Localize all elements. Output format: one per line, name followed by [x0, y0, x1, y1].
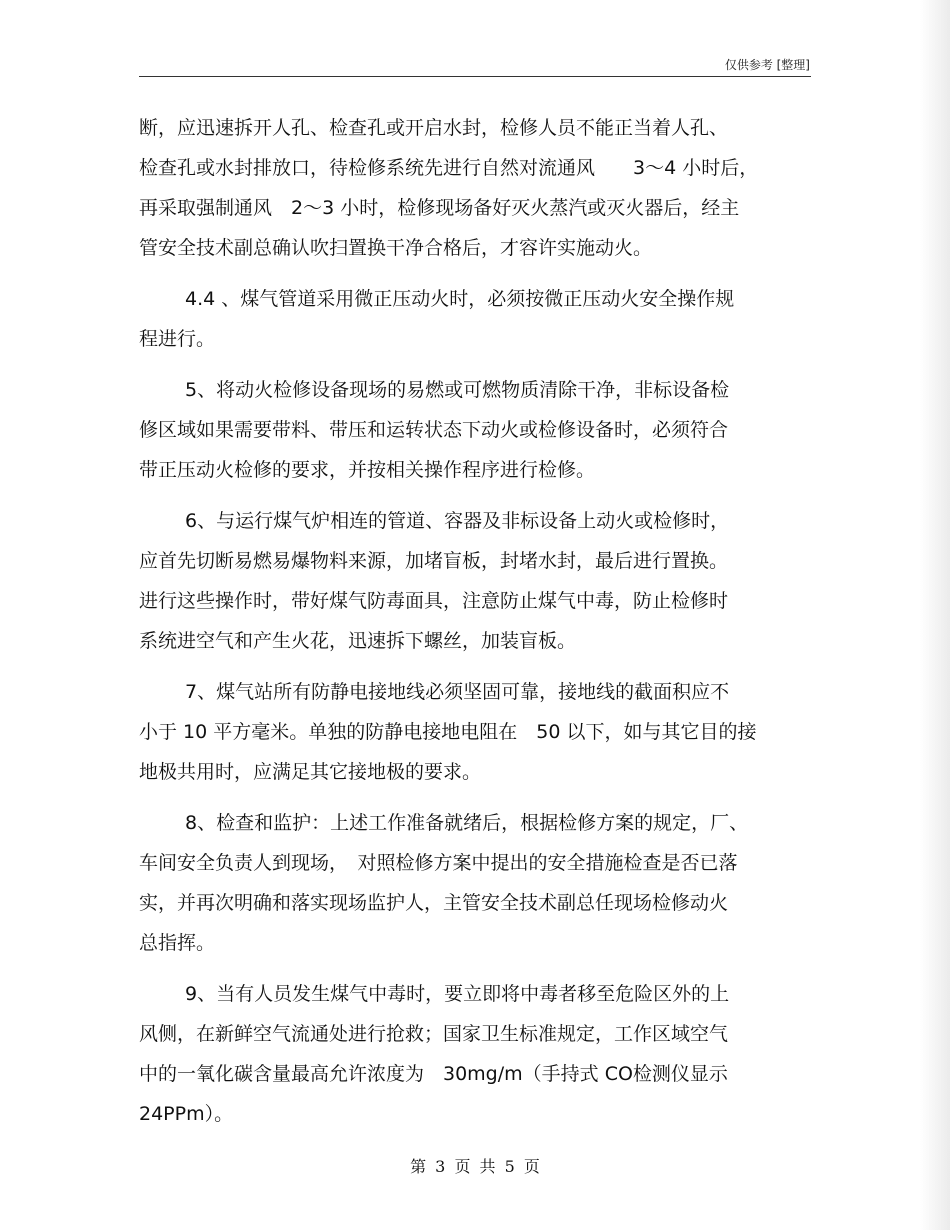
body-line: 6、与运行煤气炉相连的管道、容器及非标设备上动火或检修时， — [185, 510, 730, 532]
body-line: 总指挥。 — [139, 932, 216, 954]
paragraph-gap — [139, 792, 819, 803]
body-line: 7、煤气站所有防静电接地线必须坚固可靠，接地线的截面积应不 — [185, 681, 730, 703]
body-line: 再采取强制通风 2～3 小时，检修现场备好灭火蒸汽或灭火器后，经主 — [139, 197, 740, 219]
body-line: 24PPm）。 — [139, 1103, 234, 1125]
paragraph-gap — [139, 359, 819, 370]
body-line: 系统进空气和产生火花，迅速拆下螺丝，加装盲板。 — [139, 630, 577, 652]
header-note: 仅供参考 [整理] — [724, 58, 810, 72]
body-line: 程进行。 — [139, 328, 216, 350]
body-line: 带正压动火检修的要求，并按相关操作程序进行检修。 — [139, 459, 596, 481]
body-line: 地极共用时，应满足其它接地极的要求。 — [139, 761, 482, 783]
body-line: 实，并再次明确和落实现场监护人，主管安全技术副总任现场检修动火 — [139, 892, 729, 914]
paragraph-gap — [139, 490, 819, 501]
body-line: 断，应迅速拆开人孔、检查孔或开启水封，检修人员不能正当着人孔、 — [139, 117, 729, 139]
body-line: 风侧，在新鲜空气流通处进行抢救；国家卫生标准规定，工作区域空气 — [139, 1023, 729, 1045]
header-rule — [139, 76, 811, 77]
body-line: 5、将动火检修设备现场的易燃或可燃物质清除干净，非标设备检 — [185, 379, 730, 401]
page-number: 第 3 页 共 5 页 — [410, 1157, 540, 1176]
body-line: 车间安全负责人到现场， 对照检修方案中提出的安全措施检查是否已落 — [139, 852, 738, 874]
body-line: 小于 10 平方毫米。单独的防静电接地电阻在 50 以下，如与其它目的接 — [139, 721, 757, 743]
body-text — [139, 108, 819, 1134]
body-line: 应首先切断易燃易爆物料来源，加堵盲板，封堵水封，最后进行置换。 — [139, 550, 729, 572]
paragraph-gap — [139, 963, 819, 974]
body-line: 中的一氧化碳含量最高允许浓度为 30mg/m（手持式 CO检测仪显示 — [139, 1063, 728, 1085]
page-edge-shadow — [920, 0, 950, 1230]
body-line: 9、当有人员发生煤气中毒时，要立即将中毒者移至危险区外的上 — [185, 983, 730, 1005]
body-line: 修区域如果需要带料、带压和运转状态下动火或检修设备时，必须符合 — [139, 419, 729, 441]
body-line: 管安全技术副总确认吹扫置换干净合格后，才容许实施动火。 — [139, 237, 653, 259]
paragraph-gap — [139, 661, 819, 672]
body-line: 8、检查和监护：上述工作准备就绪后，根据检修方案的规定，厂、 — [185, 812, 749, 834]
body-line: 进行这些操作时，带好煤气防毒面具，注意防止煤气中毒，防止检修时 — [139, 590, 729, 612]
paragraph-gap — [139, 268, 819, 279]
body-line: 4.4 、煤气管道采用微正压动火时，必须按微正压动火安全操作规 — [185, 288, 735, 310]
body-line: 检查孔或水封排放口，待检修系统先进行自然对流通风 3～4 小时后， — [139, 157, 759, 179]
